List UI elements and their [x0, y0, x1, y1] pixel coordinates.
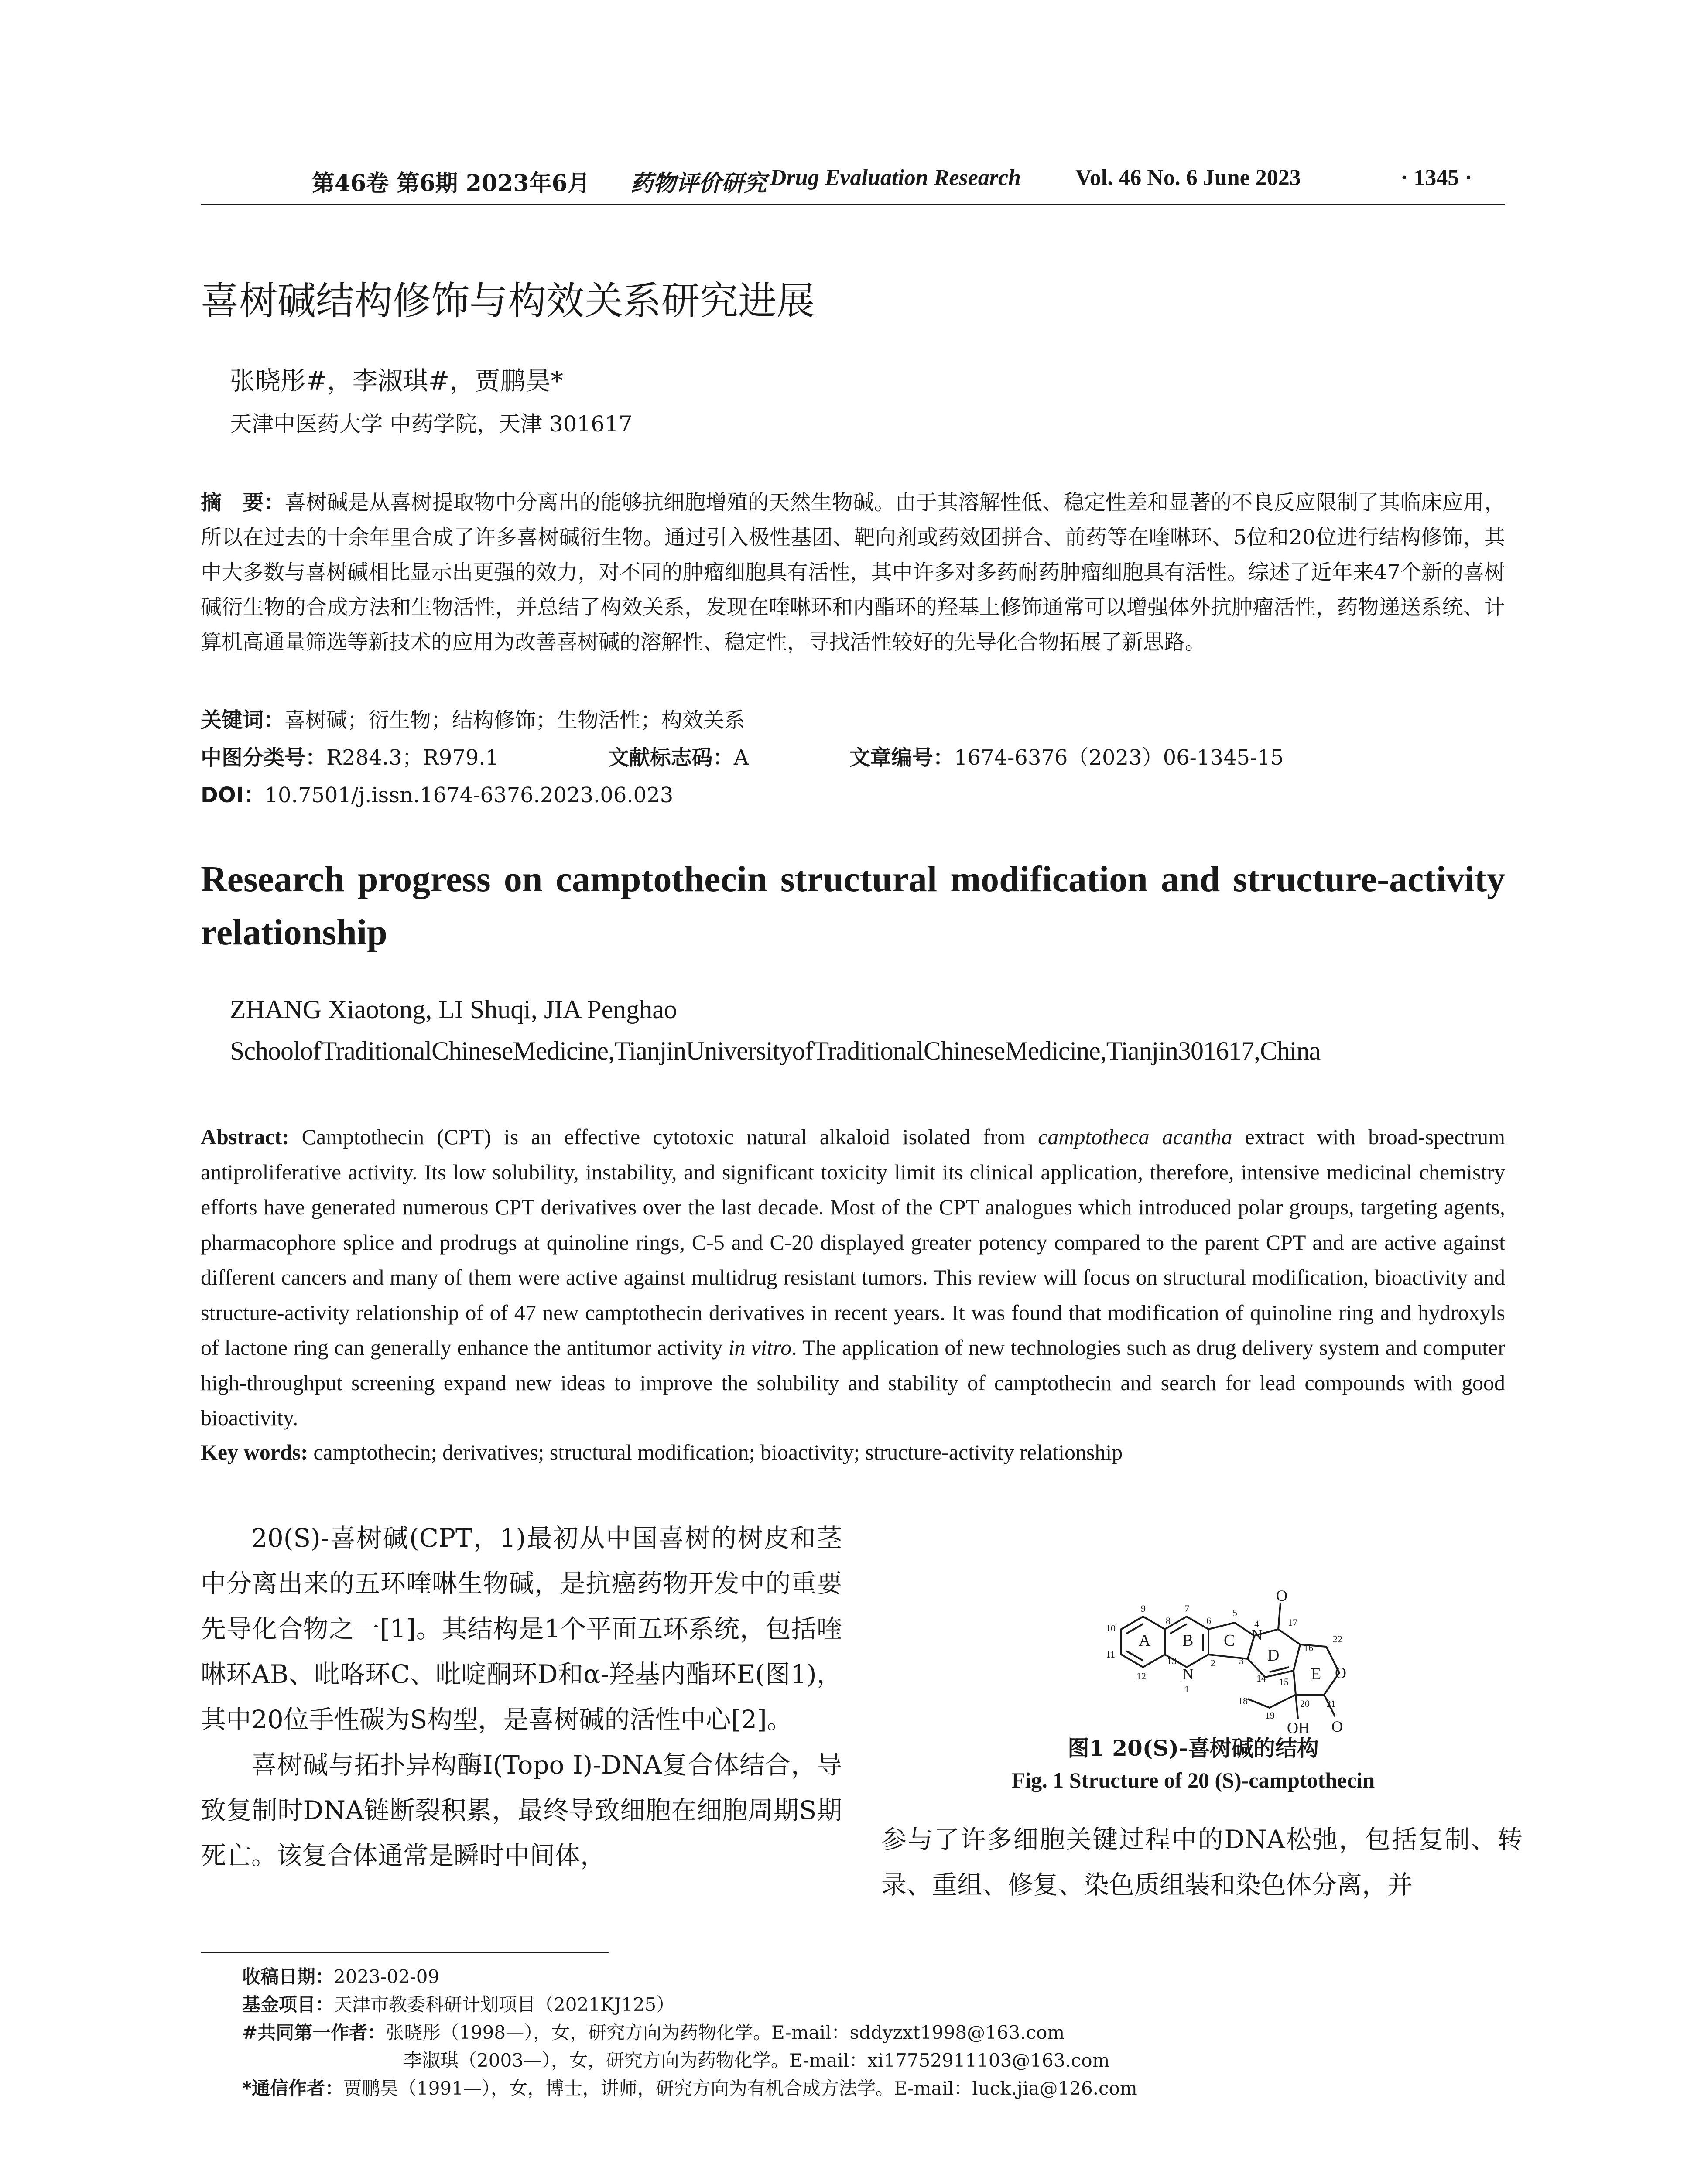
atom-number: 18 — [1238, 1696, 1248, 1706]
atom-number: 11 — [1106, 1649, 1116, 1660]
atom-number: 14 — [1256, 1673, 1266, 1684]
atom-number: 1 — [1184, 1684, 1189, 1695]
abstract-en-italic-1: camptotheca acantha — [1038, 1125, 1232, 1149]
article-number-value: 1674-6376（2023）06-1345-15 — [954, 745, 1284, 770]
clc-label: 中图分类号： — [201, 745, 327, 770]
footnote-rule — [201, 1952, 609, 1953]
header-journal-en: Drug Evaluation Research — [770, 165, 1021, 190]
atom-number: 7 — [1184, 1603, 1189, 1614]
abstract-en — [201, 1119, 1505, 1436]
footnote-text: 贾鹏昊（1991—），女，博士，讲师，研究方向为有机合成方法学。E-mail：luck.jia@126.com — [343, 2078, 1137, 2099]
authors-en: ZHANG Xiaotong, LI Shuqi, JIA Penghao — [230, 995, 677, 1024]
ring-a-label: A — [1139, 1631, 1151, 1650]
keywords-en-label: Key words: — [201, 1440, 308, 1464]
atom-number: 20 — [1300, 1698, 1310, 1709]
doi-row — [201, 778, 673, 808]
doi-label: DOI： — [201, 783, 265, 807]
abstract-cn — [201, 485, 1505, 660]
body-paragraph: 喜树碱与拓扑异构酶I(Topo I)-DNA复合体结合，导致复制时DNA链断裂积累，最终导致细胞在细胞周期S期死亡。该复合体通常是瞬时中间体， — [201, 1750, 842, 1870]
footnotes — [242, 1963, 1137, 2102]
footnote-label: *通信作者： — [242, 2078, 343, 2099]
atom-number: 4 — [1254, 1618, 1259, 1629]
atom-number: 19 — [1265, 1710, 1275, 1721]
atom-number: 17 — [1288, 1617, 1297, 1628]
doi-value[interactable]: 10.7501/j.issn.1674-6376.2023.06.023 — [264, 783, 674, 807]
clc-value: R284.3；R979.1 — [326, 745, 499, 770]
footnote-received — [242, 1963, 1137, 1991]
ring-e-label: E — [1311, 1665, 1321, 1683]
atom-oh: OH — [1287, 1719, 1310, 1737]
atom-o-ring: O — [1335, 1664, 1346, 1682]
affiliation-cn: 天津中医药大学 中药学院，天津 301617 — [230, 411, 633, 437]
footnote-text: 李淑琪（2003—），女，研究方向为药物化学。E-mail：xi17752911103@163.com — [404, 2050, 1110, 2071]
affiliation-en: SchoolofTraditionalChineseMedicine,TianjinUniversityofTraditionalChineseMedicine,Tianjin301617,China — [230, 1036, 1321, 1065]
footnote-first-authors — [242, 2019, 1137, 2047]
keywords-cn-text: 喜树碱；衍生物；结构修饰；生物活性；构效关系 — [284, 708, 746, 732]
header-rule — [201, 204, 1505, 205]
atom-n4: N — [1251, 1626, 1263, 1644]
atom-number: 6 — [1206, 1615, 1211, 1626]
body-paragraph: 参与了许多细胞关键过程中的DNA松弛，包括复制、转录、重组、修复、染色质组装和染色体分离，并 — [881, 1825, 1523, 1900]
atom-number: 8 — [1166, 1615, 1171, 1626]
abstract-en-text-2: extract with broad-spectrum antiproliferative activity. Its low solubility, instability, and significant toxicity limit its clinical application, therefore, intensive medicinal chemistry efforts have generated numerous CPT derivatives over the last decade. Most of the CPT analogues which introduced polar groups, targeting agents, pharmacophore splice and prodrugs at quinoline rings, C-5 and C-20 displayed greater potency compared to the parent CPT and are active against different cancers and many of them were active against multidrug resistant tumors. This review will focus on structural modification, bioactivity and structure-activity relationship of of 47 new camptothecin derivatives in recent years. It was found that modification of quinoline ring and hydroxyls of lactone ring can generally enhance the antitumor activity — [201, 1125, 1505, 1360]
body-left-column — [201, 1515, 842, 1878]
keywords-cn-label: 关键词： — [201, 708, 285, 732]
title-en: Research progress on camptothecin structural modification and structure-activity relationship — [201, 859, 1505, 953]
authors-cn: 张晓彤#，李淑琪#，贾鹏昊* — [230, 366, 564, 396]
atom-number: 15 — [1279, 1676, 1289, 1687]
atom-number: 10 — [1106, 1623, 1116, 1634]
atom-number: 5 — [1232, 1607, 1237, 1618]
article-number-label: 文章编号： — [849, 745, 954, 770]
footnote-label: #共同第一作者： — [242, 2022, 386, 2043]
atom-numbers — [1106, 1603, 1342, 1721]
keywords-en-text: camptothecin; derivatives; structural modification; bioactivity; structure-activity relationship — [308, 1440, 1123, 1464]
footnote-text: 张晓彤（1998—），女，研究方向为药物化学。E-mail：sddyzxt1998@163.com — [386, 2022, 1065, 2043]
footnote-funding — [242, 1991, 1137, 2019]
atom-number: 2 — [1211, 1658, 1215, 1668]
figure-caption-en: Fig. 1 Structure of 20 (S)-camptothecin — [1011, 1768, 1375, 1792]
atom-number: 12 — [1136, 1671, 1146, 1682]
body-right-column — [881, 1817, 1523, 1908]
abstract-en-text-1: Camptothecin (CPT) is an effective cytotoxic natural alkaloid isolated from — [289, 1125, 1038, 1149]
atom-number: 9 — [1141, 1603, 1146, 1614]
keywords-cn — [201, 703, 745, 733]
classification-row — [201, 741, 1284, 771]
structure-labels — [1106, 1587, 1346, 1737]
title-cn: 喜树碱结构修饰与构效关系研究进展 — [201, 278, 815, 323]
keywords-en — [201, 1439, 1123, 1465]
running-header — [201, 165, 1509, 200]
footnote-text: 2023-02-09 — [334, 1966, 440, 1987]
abstract-cn-text: 喜树碱是从喜树提取物中分离出的能够抗细胞增殖的天然生物碱。由于其溶解性低、稳定性差和显著的不良反应限制了其临床应用，所以在过去的十余年里合成了许多喜树碱衍生物。通过引入极性基团、靶向剂或药效团拼合、前药等在喹啉环、5位和20位进行结构修饰，其中大多数与喜树碱相比显示出更强的效力，对不同的肿瘤细胞具有活性，其中许多对多药耐药肿瘤细胞具有活性。综述了近年来47个新的喜树碱衍生物的合成方法和生物活性，并总结了构效关系，发现在喹啉环和内酯环的羟基上修饰通常可以增强体外抗肿瘤活性，药物递送系统、计算机高通量筛选等新技术的应用为改善喜树碱的溶解性、稳定性，寻找活性较好的先导化合物拓展了新思路。 — [201, 490, 1505, 654]
footnote-text: 天津市教委科研计划项目（2021KJ125） — [334, 1994, 675, 2015]
ring-c-label: C — [1224, 1631, 1235, 1650]
abstract-en-italic-2: in vitro — [728, 1335, 792, 1360]
atom-number: 3 — [1239, 1655, 1244, 1666]
atom-o21: O — [1331, 1718, 1343, 1735]
abstract-en-text-3: . The application of new technologies such as drug delivery system and computer high-throughput screening expand new ideas to improve the solubility and stability of camptothecin and search for lead compounds with good bioactivity. — [201, 1335, 1505, 1430]
header-issue-cn: 第46卷 第6期 2023年6月 — [312, 170, 590, 197]
body-paragraph: 20(S)-喜树碱(CPT，1)最初从中国喜树的树皮和茎中分离出来的五环喹啉生物碱，是抗癌药物开发中的重要先导化合物之一[1]。其结构是1个平面五环系统，包括喹啉环AB、吡咯环C、吡啶酮环D和α-羟基内酯环E(图1)，其中20位手性碳为S构型，是喜树碱的活性中心[2]。 — [201, 1523, 842, 1734]
footnote-second-author — [242, 2047, 1137, 2075]
atom-n1: N — [1182, 1665, 1194, 1683]
footnote-corresponding — [242, 2075, 1137, 2102]
footnote-label: 基金项目： — [242, 1994, 334, 2015]
header-journal-cn: 药物评价研究 — [630, 170, 767, 197]
header-page-number: · 1345 · — [1400, 165, 1472, 190]
ring-d-label: D — [1267, 1646, 1280, 1665]
atom-number: 16 — [1304, 1642, 1313, 1653]
abstract-cn-label: 摘 要： — [201, 490, 285, 515]
doc-code-value: A — [733, 745, 749, 770]
doc-code-label: 文献标志码： — [608, 745, 734, 770]
ring-b-label: B — [1182, 1631, 1194, 1650]
header-volume-en: Vol. 46 No. 6 June 2023 — [1075, 165, 1301, 190]
atom-number: 21 — [1326, 1698, 1336, 1709]
footnote-label: 收稿日期： — [242, 1966, 334, 1987]
atom-number: 22 — [1333, 1634, 1342, 1644]
atom-number: 13 — [1167, 1655, 1177, 1666]
atom-o17: O — [1276, 1587, 1287, 1604]
figure-caption-cn: 图1 20(S)-喜树碱的结构 — [1068, 1735, 1319, 1761]
abstract-en-label: Abstract: — [201, 1125, 289, 1149]
